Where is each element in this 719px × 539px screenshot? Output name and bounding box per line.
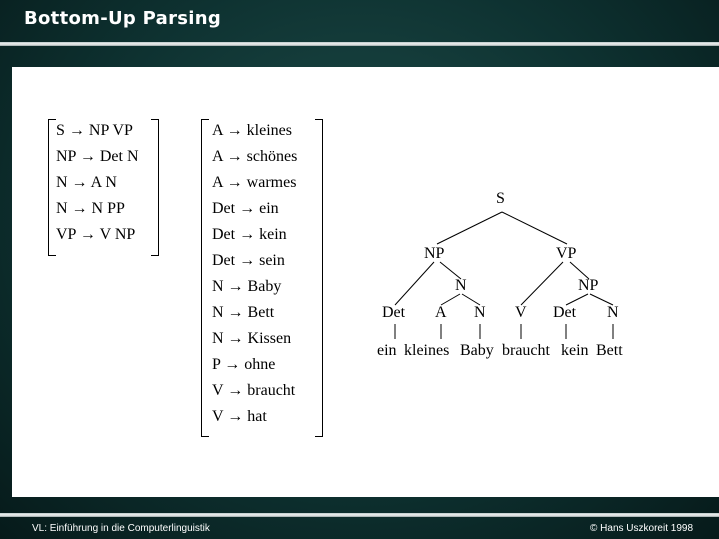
lexicon-rule: P → ohne <box>212 356 276 373</box>
tree-edge <box>437 212 502 244</box>
tree-edge <box>502 212 567 244</box>
grammar-rule: S → NP VP <box>56 122 133 139</box>
tree-pos-det: Det <box>382 304 406 321</box>
lexicon-rule: A → kleines <box>212 122 292 139</box>
lexicon-rule: V → hat <box>212 408 267 425</box>
lexicon-rule: Det → sein <box>212 252 285 269</box>
grammar-rule: VP → V NP <box>56 226 136 243</box>
tree-pos-n: N <box>474 304 486 321</box>
footer-course: VL: Einführung in die Computerlinguistik <box>32 523 210 534</box>
tree-node-np: NP <box>424 245 445 262</box>
lexicon-rule: A → schönes <box>212 148 298 165</box>
tree-word: braucht <box>502 342 550 359</box>
tree-word: kleines <box>404 342 450 359</box>
grammar-rule: N → N PP <box>56 200 125 217</box>
lexicon-rule: N → Bett <box>212 304 275 321</box>
grammar-rule: NP → Det N <box>56 148 139 165</box>
tree-pos-det: Det <box>553 304 577 321</box>
lexicon-rule: A → warmes <box>212 174 297 191</box>
tree-edge <box>521 262 563 305</box>
footer-divider <box>0 513 719 517</box>
tree-pos-a: A <box>435 304 447 321</box>
lexicon-rule: N → Kissen <box>212 330 292 347</box>
tree-word: kein <box>561 342 589 359</box>
lexicon-rule: V → braucht <box>212 382 296 399</box>
tree-word: Baby <box>460 342 494 359</box>
tree-word: ein <box>377 342 397 359</box>
tree-edge <box>395 262 434 305</box>
tree-pos-n: N <box>607 304 619 321</box>
tree-node-vp: VP <box>556 245 577 262</box>
tree-node-s: S <box>496 190 505 207</box>
lexicon-rule: Det → kein <box>212 226 287 243</box>
grammar-rule: N → A N <box>56 174 117 191</box>
tree-node-np: NP <box>578 277 599 294</box>
lexicon-rule: Det → ein <box>212 200 279 217</box>
lexicon-rule: N → Baby <box>212 278 282 295</box>
tree-word: Bett <box>596 342 623 359</box>
footer-copyright: © Hans Uszkoreit 1998 <box>590 523 693 534</box>
slide-title: Bottom-Up Parsing <box>24 8 222 29</box>
tree-pos-v: V <box>515 304 527 321</box>
tree-node-n: N <box>455 277 467 294</box>
